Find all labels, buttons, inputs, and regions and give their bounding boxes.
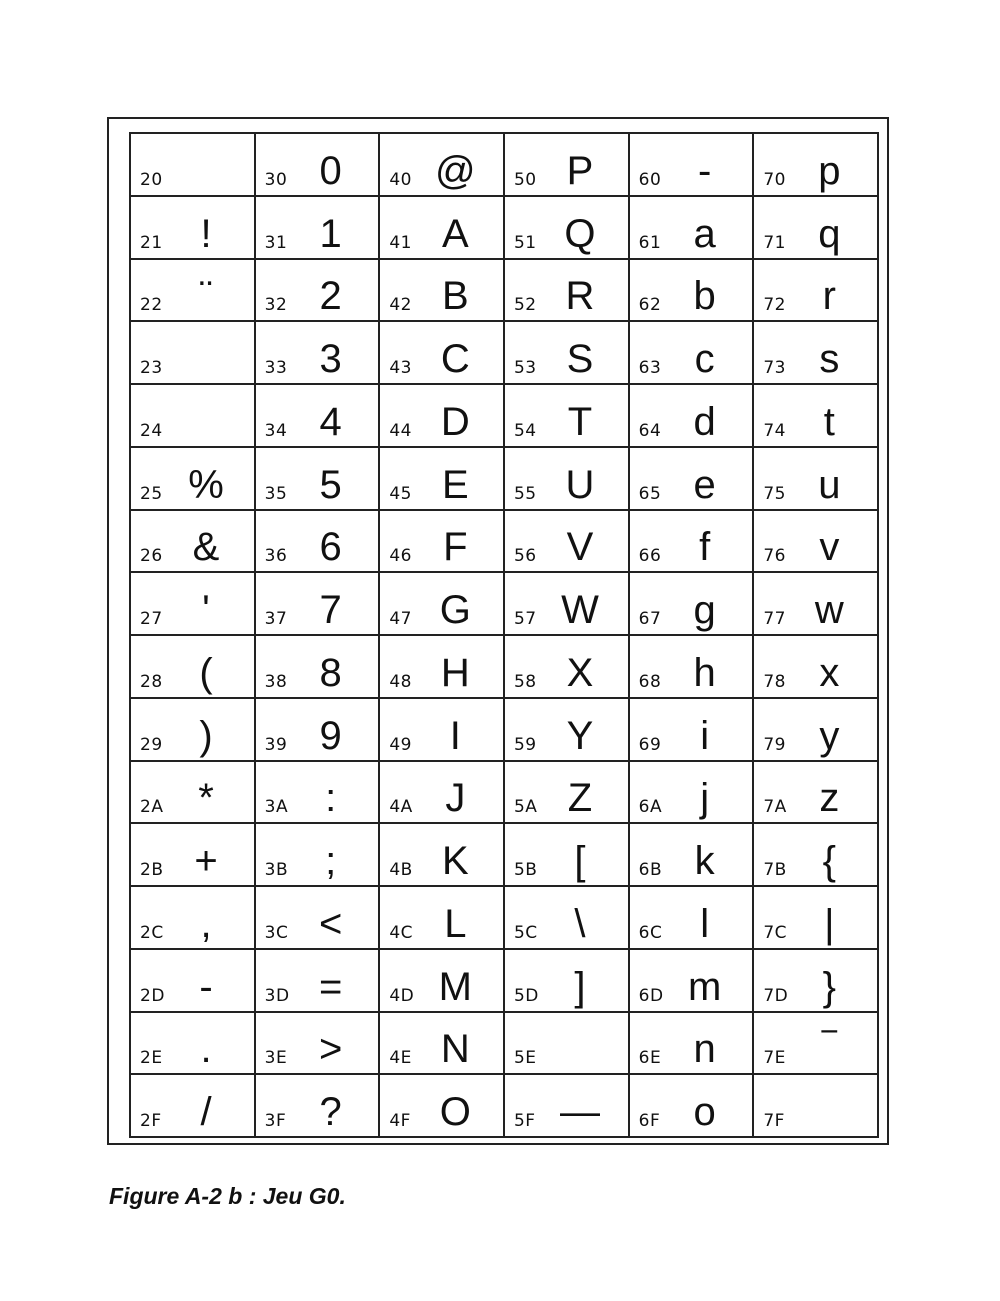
table-cell <box>131 1075 256 1138</box>
character-glyph: * <box>198 776 214 821</box>
hex-code: 4F <box>389 1111 411 1131</box>
hex-code: 7C <box>763 922 788 943</box>
character-glyph: l <box>700 901 710 946</box>
table-cell <box>630 887 755 950</box>
character-glyph: H <box>440 650 470 695</box>
table-cell <box>131 385 256 448</box>
table-cell <box>505 260 630 323</box>
hex-code: 3D <box>264 985 290 1006</box>
character-glyph: } <box>822 964 836 1009</box>
character-glyph: J <box>445 776 466 821</box>
table-cell <box>256 134 381 197</box>
hex-code: 25 <box>140 483 163 504</box>
table-cell <box>131 197 256 260</box>
table-cell <box>754 1013 879 1076</box>
character-glyph: 9 <box>319 713 342 758</box>
table-cell <box>131 699 256 762</box>
hex-code: 23 <box>140 358 163 378</box>
hex-code: 4A <box>389 797 413 818</box>
character-glyph: Z <box>567 776 593 821</box>
character-glyph: h <box>693 650 716 695</box>
table-cell <box>505 762 630 825</box>
character-glyph: V <box>566 525 594 570</box>
hex-code: 2B <box>140 860 164 880</box>
table-cell <box>380 134 505 197</box>
table-cell <box>754 448 879 511</box>
hex-code: 3F <box>264 1111 287 1131</box>
table-cell <box>630 260 755 323</box>
hex-code: 6E <box>638 1048 662 1069</box>
character-glyph: O <box>439 1090 471 1134</box>
table-cell <box>256 762 381 825</box>
table-cell <box>380 322 505 385</box>
character-glyph: \ <box>574 901 586 946</box>
character-glyph: C <box>440 337 470 381</box>
table-cell <box>630 699 755 762</box>
table-cell <box>630 1075 755 1138</box>
table-cell <box>380 762 505 825</box>
character-glyph: b <box>693 274 716 319</box>
character-glyph: Q <box>564 211 596 256</box>
table-cell <box>505 448 630 511</box>
character-glyph: N <box>440 1027 470 1072</box>
hex-code: 44 <box>389 420 412 441</box>
hex-code: 59 <box>513 734 537 755</box>
table-cell <box>256 511 381 574</box>
hex-code: 20 <box>140 169 163 190</box>
hex-code: 72 <box>763 295 786 316</box>
hex-code: 28 <box>140 671 163 692</box>
character-glyph: j <box>700 776 710 821</box>
table-cell <box>131 887 256 950</box>
hex-code: 46 <box>389 546 412 567</box>
character-glyph: E <box>441 462 469 507</box>
table-cell <box>505 1013 630 1076</box>
character-glyph: % <box>188 462 224 507</box>
hex-code: 5A <box>513 797 538 818</box>
hex-code: 57 <box>513 609 537 629</box>
table-cell <box>131 636 256 699</box>
character-glyph: ¨ <box>199 274 213 319</box>
character-glyph: A <box>441 211 469 256</box>
character-glyph: ; <box>325 839 337 883</box>
hex-code: 27 <box>140 609 163 629</box>
hex-code: 30 <box>264 169 288 190</box>
character-glyph: — <box>559 1090 600 1134</box>
table-cell <box>131 573 256 636</box>
hex-code: 6C <box>638 922 663 943</box>
hex-code: 3B <box>264 860 289 880</box>
character-glyph: 7 <box>319 588 342 632</box>
hex-code: 26 <box>140 546 163 567</box>
hex-code: 7F <box>763 1111 785 1131</box>
table-cell <box>256 824 381 887</box>
character-glyph: 4 <box>319 399 342 444</box>
hex-code: 5E <box>513 1048 537 1069</box>
table-cell <box>256 385 381 448</box>
hex-code: 34 <box>264 420 288 441</box>
hex-code: 5B <box>513 860 538 880</box>
character-glyph: W <box>561 588 599 632</box>
hex-code: 2E <box>140 1048 163 1069</box>
hex-code: 62 <box>638 295 662 316</box>
hex-code: 42 <box>389 295 412 316</box>
hex-code: 67 <box>638 609 662 629</box>
hex-code: 3A <box>264 797 289 818</box>
table-cell <box>380 1013 505 1076</box>
hex-code: 78 <box>763 671 786 692</box>
table-cell <box>380 950 505 1013</box>
character-glyph: X <box>566 650 594 695</box>
table-cell <box>131 1013 256 1076</box>
character-glyph: n <box>693 1027 716 1072</box>
character-glyph: & <box>192 525 220 570</box>
table-cell <box>630 636 755 699</box>
table-cell <box>630 573 755 636</box>
table-cell <box>754 887 879 950</box>
character-glyph: / <box>200 1090 212 1134</box>
hex-code: 51 <box>513 232 537 253</box>
hex-code: 5D <box>513 985 539 1006</box>
table-cell <box>131 950 256 1013</box>
hex-code: 4C <box>389 922 414 943</box>
character-glyph: x <box>819 650 840 695</box>
hex-code: 52 <box>513 295 537 316</box>
character-glyph: { <box>822 839 836 883</box>
hex-code: 49 <box>389 734 412 755</box>
hex-code: 2D <box>140 985 165 1006</box>
character-glyph: z <box>819 776 840 821</box>
hex-code: 7D <box>763 985 789 1006</box>
character-glyph: p <box>818 148 841 193</box>
character-glyph: + <box>194 839 218 883</box>
character-glyph: ! <box>200 211 212 256</box>
table-cell <box>380 385 505 448</box>
character-glyph: < <box>318 901 343 946</box>
hex-code: 56 <box>513 546 537 567</box>
table-cell <box>754 511 879 574</box>
table-cell <box>380 887 505 950</box>
character-glyph: G <box>439 588 471 632</box>
hex-code: 7A <box>763 797 787 818</box>
character-glyph: t <box>823 399 835 444</box>
table-cell <box>380 824 505 887</box>
table-cell <box>505 385 630 448</box>
character-table <box>129 132 879 1138</box>
hex-code: 3C <box>264 922 289 943</box>
hex-code: 33 <box>264 358 288 378</box>
hex-code: 2F <box>140 1111 162 1131</box>
table-cell <box>256 322 381 385</box>
table-cell <box>380 448 505 511</box>
character-glyph: w <box>814 588 844 632</box>
hex-code: 5C <box>513 922 538 943</box>
table-cell <box>505 573 630 636</box>
character-glyph: : <box>325 776 337 821</box>
table-cell <box>754 322 879 385</box>
table-cell <box>754 134 879 197</box>
table-cell <box>505 197 630 260</box>
hex-code: 65 <box>638 483 662 504</box>
table-cell <box>754 260 879 323</box>
table-cell <box>380 511 505 574</box>
figure-caption: Figure A-2 b : Jeu G0. <box>109 1183 346 1209</box>
table-cell <box>630 448 755 511</box>
hex-code: 37 <box>264 609 288 629</box>
hex-code: 38 <box>264 671 288 692</box>
character-glyph: ) <box>199 713 213 758</box>
hex-code: 35 <box>264 483 288 504</box>
table-cell <box>754 573 879 636</box>
hex-code: 54 <box>513 420 537 441</box>
character-glyph: F <box>443 525 468 570</box>
character-glyph: M <box>438 964 472 1009</box>
table-cell <box>131 824 256 887</box>
hex-code: 50 <box>513 169 537 190</box>
character-glyph: Y <box>566 713 594 758</box>
character-glyph: c <box>694 337 715 381</box>
character-glyph: S <box>566 337 594 381</box>
table-cell <box>505 511 630 574</box>
hex-code: 7B <box>763 860 787 880</box>
hex-code: 2C <box>140 922 164 943</box>
character-glyph: [ <box>574 839 586 883</box>
character-glyph: - <box>199 964 213 1009</box>
hex-code: 61 <box>638 232 662 253</box>
hex-code: 45 <box>389 483 412 504</box>
character-glyph: 8 <box>319 650 342 695</box>
character-glyph: a <box>693 211 716 256</box>
table-cell <box>754 385 879 448</box>
table-cell <box>131 134 256 197</box>
table-cell <box>754 762 879 825</box>
table-cell <box>256 260 381 323</box>
hex-code: 5F <box>513 1111 536 1131</box>
hex-code: 60 <box>638 169 662 190</box>
table-cell <box>380 573 505 636</box>
character-glyph: 5 <box>319 462 342 507</box>
hex-code: 48 <box>389 671 412 692</box>
table-cell <box>505 950 630 1013</box>
table-cell <box>630 134 755 197</box>
hex-code: 6D <box>638 985 664 1006</box>
hex-code: 40 <box>389 169 412 190</box>
table-cell <box>630 197 755 260</box>
hex-code: 21 <box>140 232 163 253</box>
character-glyph: ' <box>202 588 210 632</box>
table-cell <box>630 511 755 574</box>
table-cell <box>505 322 630 385</box>
table-cell <box>505 699 630 762</box>
character-glyph: 1 <box>319 211 342 256</box>
hex-code: 24 <box>140 420 163 441</box>
character-glyph: ] <box>574 964 586 1009</box>
character-glyph: - <box>697 148 712 193</box>
character-glyph: | <box>824 901 835 946</box>
character-glyph: > <box>318 1027 343 1072</box>
table-cell <box>630 385 755 448</box>
character-glyph: I <box>449 713 461 758</box>
table-cell <box>256 197 381 260</box>
hex-code: 39 <box>264 734 288 755</box>
table-cell <box>256 1013 381 1076</box>
hex-code: 79 <box>763 734 786 755</box>
hex-code: 71 <box>763 232 786 253</box>
character-glyph: K <box>441 839 469 883</box>
table-cell <box>380 197 505 260</box>
character-glyph: g <box>693 588 716 632</box>
character-glyph: ‾ <box>822 1027 836 1072</box>
table-cell <box>505 1075 630 1138</box>
hex-code: 64 <box>638 420 662 441</box>
table-cell <box>380 260 505 323</box>
character-glyph: R <box>565 274 595 319</box>
character-glyph: . <box>200 1027 212 1072</box>
table-cell <box>256 950 381 1013</box>
hex-code: 77 <box>763 609 786 629</box>
character-glyph: s <box>819 337 840 381</box>
table-cell <box>131 448 256 511</box>
character-glyph: ? <box>319 1090 342 1134</box>
character-glyph: d <box>693 399 716 444</box>
character-glyph: r <box>822 274 836 319</box>
hex-code: 29 <box>140 734 163 755</box>
table-cell <box>630 824 755 887</box>
table-cell <box>380 636 505 699</box>
character-glyph: v <box>819 525 840 570</box>
character-glyph: T <box>567 399 593 444</box>
hex-code: 22 <box>140 295 163 316</box>
character-glyph: y <box>819 713 840 758</box>
table-cell <box>131 762 256 825</box>
table-cell <box>630 762 755 825</box>
hex-code: 32 <box>264 295 288 316</box>
hex-code: 53 <box>513 358 537 378</box>
table-cell <box>754 824 879 887</box>
hex-code: 76 <box>763 546 786 567</box>
hex-code: 6B <box>638 860 663 880</box>
table-cell <box>754 197 879 260</box>
hex-code: 7E <box>763 1048 786 1069</box>
table-cell <box>505 636 630 699</box>
character-glyph: U <box>565 462 595 507</box>
hex-code: 70 <box>763 169 786 190</box>
hex-code: 2A <box>140 797 164 818</box>
character-glyph: i <box>700 713 710 758</box>
character-glyph: L <box>444 901 467 946</box>
table-cell <box>380 699 505 762</box>
table-cell <box>754 1075 879 1138</box>
character-glyph: 0 <box>319 148 342 193</box>
hex-code: 74 <box>763 420 786 441</box>
hex-code: 6F <box>638 1111 661 1131</box>
table-cell <box>630 1013 755 1076</box>
hex-code: 6A <box>638 797 663 818</box>
hex-code: 69 <box>638 734 662 755</box>
hex-code: 68 <box>638 671 662 692</box>
hex-code: 75 <box>763 483 786 504</box>
table-cell <box>505 824 630 887</box>
hex-code: 4B <box>389 860 413 880</box>
table-cell <box>380 1075 505 1138</box>
table-cell <box>256 1075 381 1138</box>
character-glyph: 2 <box>319 274 342 319</box>
table-cell <box>754 699 879 762</box>
character-glyph: B <box>441 274 469 319</box>
hex-code: 36 <box>264 546 288 567</box>
character-glyph: 3 <box>319 337 342 381</box>
hex-code: 73 <box>763 358 786 378</box>
hex-code: 47 <box>389 609 412 629</box>
table-cell <box>256 448 381 511</box>
character-glyph: o <box>693 1090 716 1134</box>
hex-code: 66 <box>638 546 662 567</box>
table-cell <box>131 511 256 574</box>
hex-code: 55 <box>513 483 537 504</box>
table-cell <box>630 322 755 385</box>
table-cell <box>131 322 256 385</box>
character-glyph: 6 <box>319 525 342 570</box>
table-cell <box>754 636 879 699</box>
table-cell <box>256 636 381 699</box>
character-glyph: D <box>440 399 470 444</box>
hex-code: 41 <box>389 232 412 253</box>
character-glyph: = <box>318 964 343 1009</box>
table-cell <box>256 887 381 950</box>
table-cell <box>256 699 381 762</box>
table-cell <box>630 950 755 1013</box>
character-glyph: u <box>818 462 841 507</box>
table-cell <box>754 950 879 1013</box>
hex-code: 3E <box>264 1048 288 1069</box>
character-glyph: P <box>566 148 594 193</box>
table-cell <box>505 134 630 197</box>
hex-code: 31 <box>264 232 288 253</box>
hex-code: 43 <box>389 358 412 378</box>
character-glyph: k <box>694 839 715 883</box>
table-cell <box>505 887 630 950</box>
character-glyph: m <box>687 964 722 1009</box>
table-cell <box>256 573 381 636</box>
character-glyph: ( <box>199 650 213 695</box>
hex-code: 4D <box>389 985 415 1006</box>
table-cell <box>131 260 256 323</box>
character-glyph: f <box>699 525 711 570</box>
hex-code: 58 <box>513 671 537 692</box>
character-glyph: , <box>200 901 212 946</box>
character-glyph: @ <box>435 148 476 193</box>
hex-code: 63 <box>638 358 662 378</box>
hex-code: 4E <box>389 1048 412 1069</box>
character-glyph: q <box>818 211 841 256</box>
character-glyph: e <box>693 462 716 507</box>
